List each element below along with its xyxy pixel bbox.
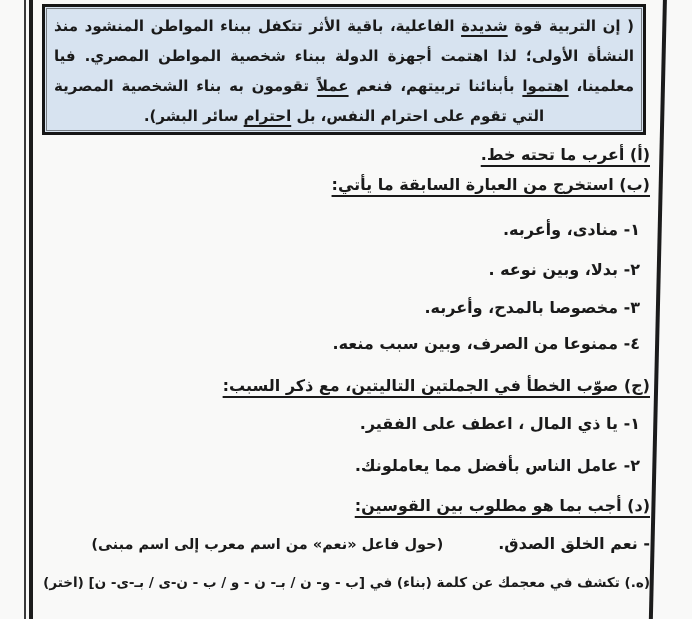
passage-line [54,41,634,71]
passage-line [54,71,634,101]
question-b-item-4: ٤- ممنوعا من الصرف، وبين سبب منعه. [332,334,640,353]
question-c-item-1: ١- يا ذي المال ، اعطف على الفقير. [359,414,640,433]
question-b-item-2: ٢- بدلا، وبين نوعه . [488,260,640,279]
underlined-word: شديدة [461,17,508,35]
underlined-word: اهتموا [522,77,569,95]
question-d-instruction: (حول فاعل «نعم» من اسم معرب إلى اسم مبنى) [91,537,444,553]
passage-box [42,4,646,135]
passage-text: النشأة الأولى؛ لذا اهتمت أجهزة الدولة ببناء شخصية المواطن المصري. فيا [54,47,634,65]
question-d-exercise [91,532,650,557]
question-c-item-2: ٢- عامل الناس بأفضل مما يعاملونك. [354,456,640,475]
passage-line [54,11,634,41]
question-b-item-3: ٣- مخصوصا بالمدح، وأعربه. [424,298,640,317]
passage-text: الفاعلية، باقية الأثر تتكفل ببناء المواطن المنشود منذ [54,17,462,35]
question-c-heading: (ج) صوّب الخطأ في الجملتين التاليتين، مع ذكر السبب: [222,376,650,395]
passage-text: سائر البشر). [143,107,244,125]
page-border-right-line [649,0,667,619]
page-border-left-thick-line [29,0,33,619]
passage-text: تقومون به بناء الشخصية المصرية [54,77,317,95]
passage-text: ( إن التربية قوة [507,17,634,35]
page-border-left-thin-line [24,0,26,619]
question-e-line: (ه.) تكشف في معجمك عن كلمة (بناء) في [ب - و- ن / بـ- ن - و / ب - ن-ى / بـ-ى- ن] (اختر) [43,575,650,591]
passage-text: بأبنائنا تربيتهم، فنعم [348,77,523,95]
passage-text: معلمينا، [568,77,634,95]
passage-text: التي تقوم على احترام النفس، بل [291,107,545,125]
passage-line [54,101,634,131]
question-b-item-1: ١- منادى، وأعربه. [502,220,640,239]
underlined-word: احترام [243,107,292,125]
question-d-heading: (د) أجب بما هو مطلوب بين القوسين: [354,496,650,515]
question-b-heading: (ب) استخرج من العبارة السابقة ما يأتي: [331,175,650,194]
underlined-word: عملاً [316,77,349,95]
question-d-sentence: - نعم الخلق الصدق. [498,534,650,553]
question-a-heading: (أ) أعرب ما تحته خط. [480,145,650,164]
